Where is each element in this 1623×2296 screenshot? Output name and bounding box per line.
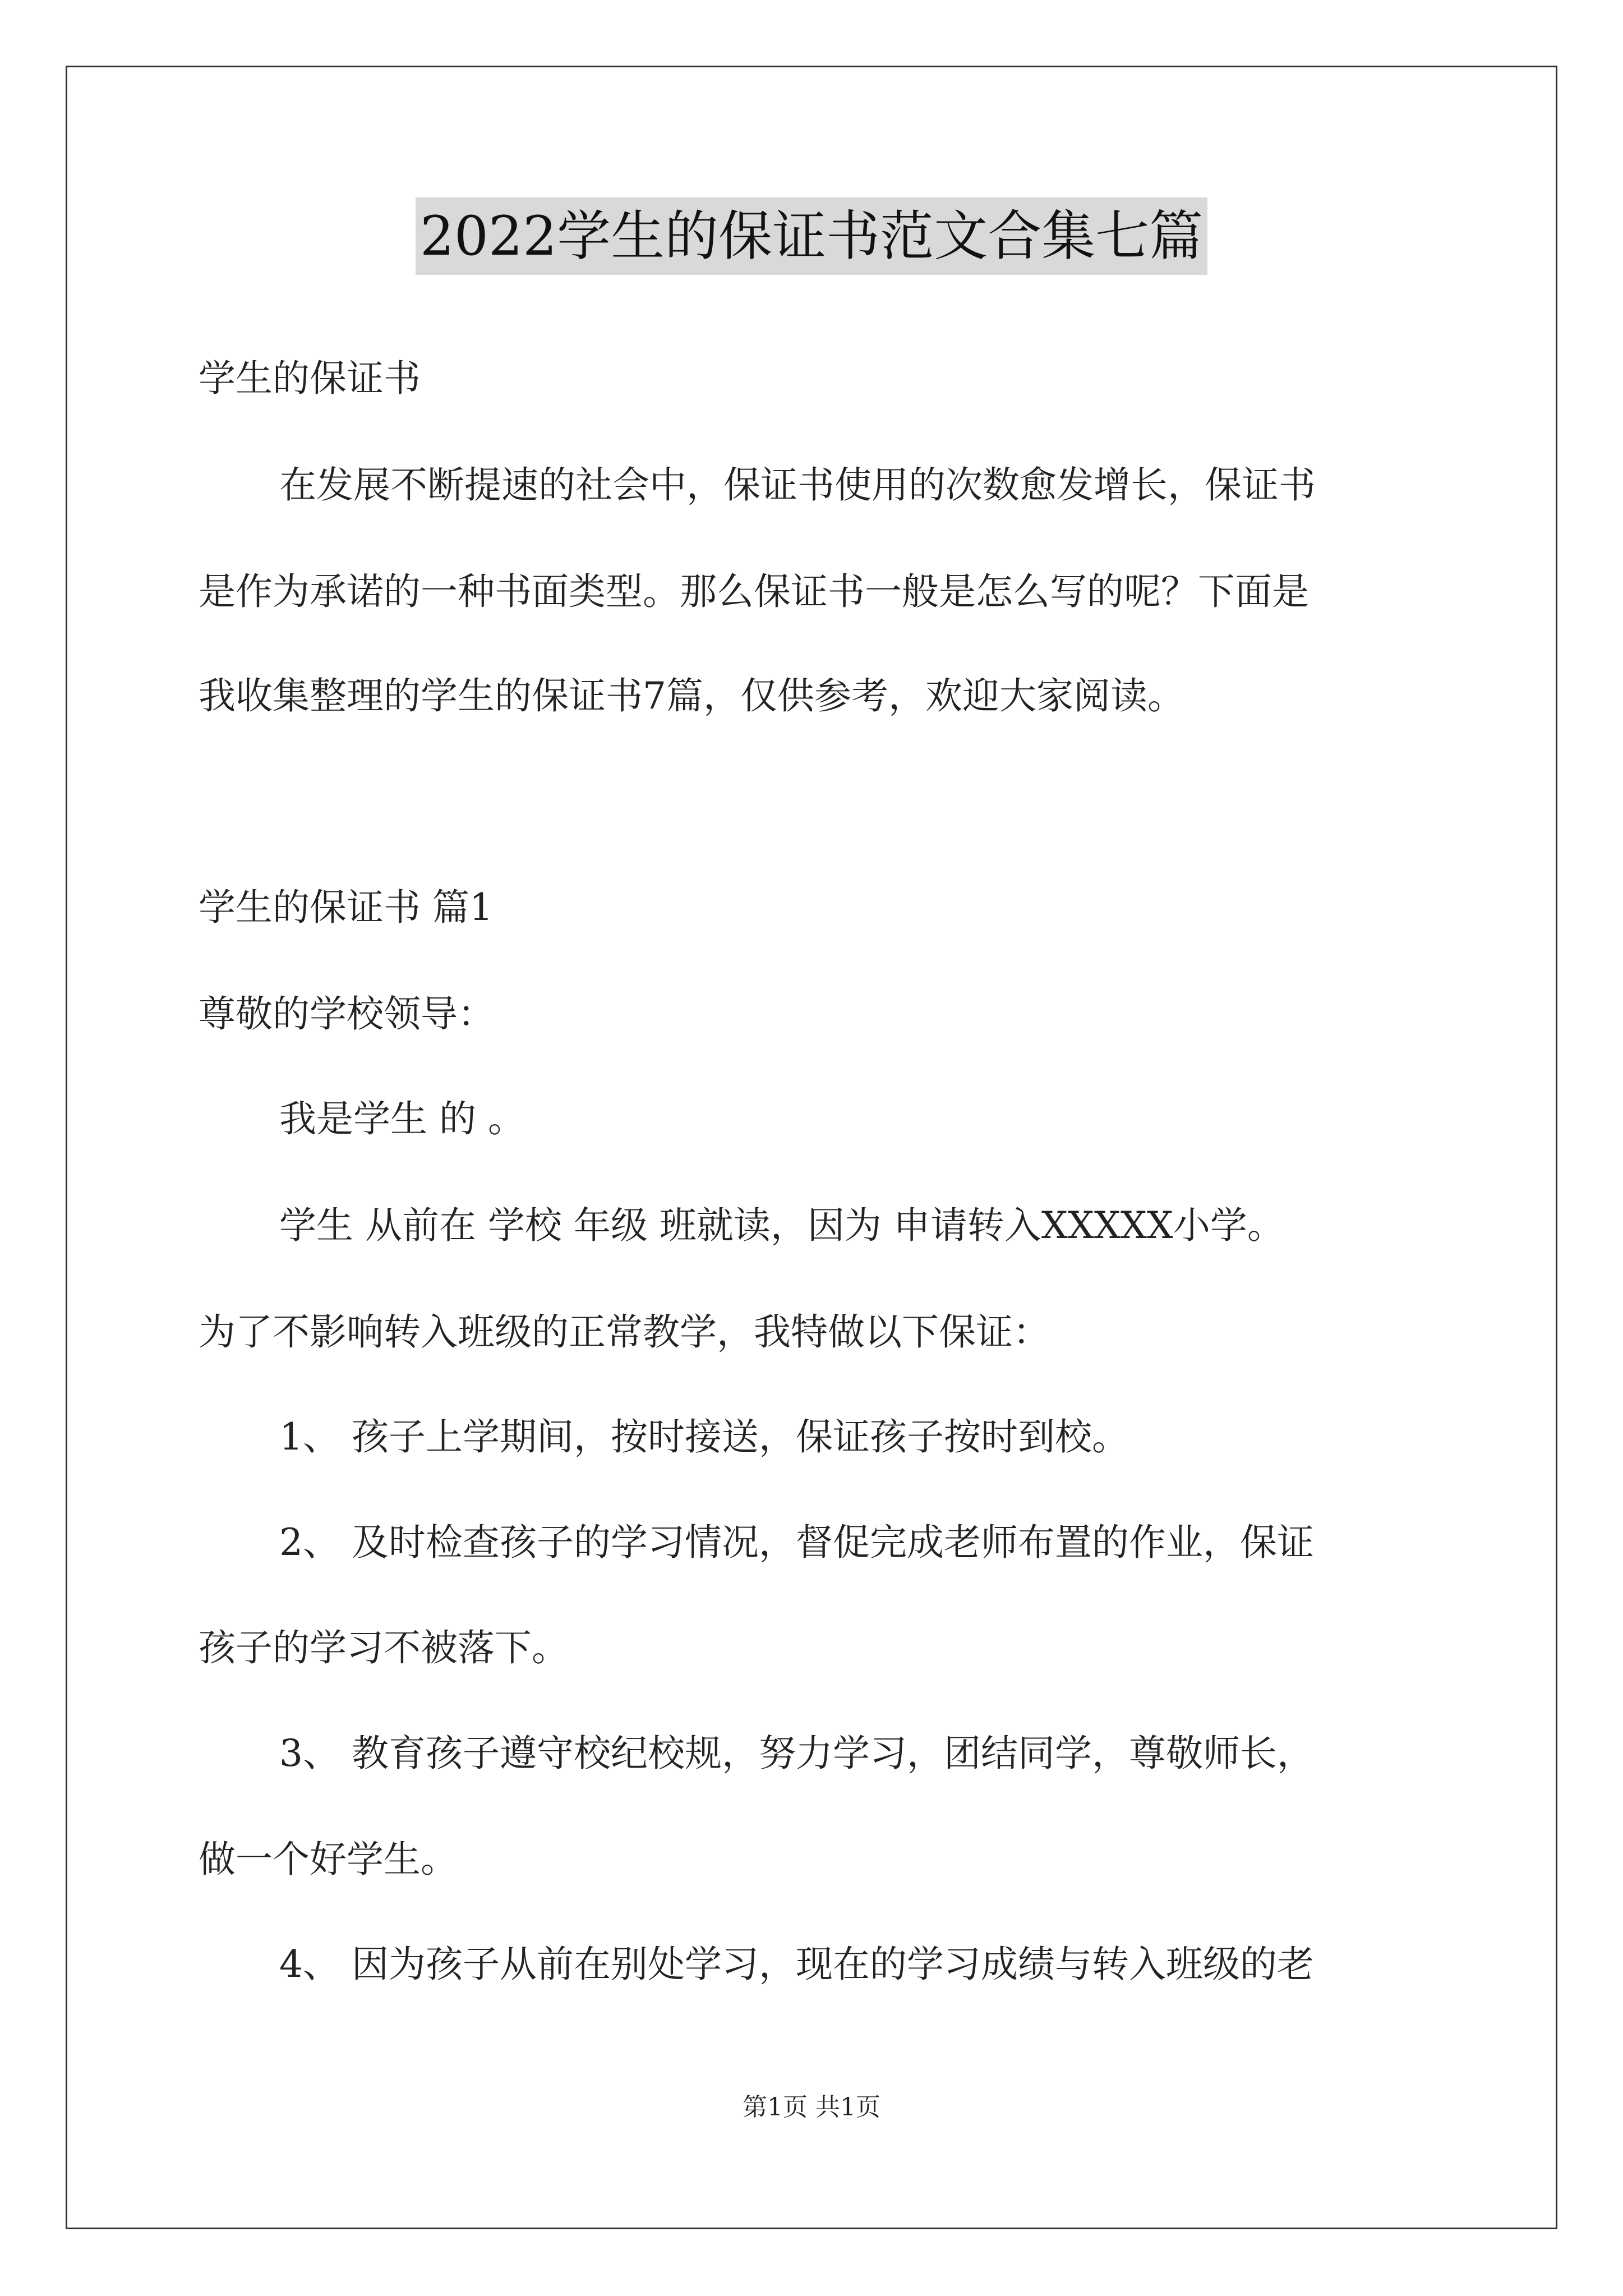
list-item-2: 2、 及时检查孩子的学习情况，督促完成老师布置的作业，保证	[279, 1521, 1314, 1564]
list-item-3-cont: 做一个好学生。	[199, 1838, 458, 1881]
intro-line-1: 在发展不断提速的社会中，保证书使用的次数愈发增长，保证书	[279, 463, 1316, 507]
list-item-2-cont: 孩子的学习不被落下。	[199, 1626, 569, 1669]
paragraph-2-line-1: 学生 从前在 学校 年级 班就读，因为 申请转入XXXXX小学。	[279, 1204, 1284, 1247]
doc-heading: 学生的保证书	[199, 357, 421, 400]
list-item-1: 1、 孩子上学期间，按时接送，保证孩子按时到校。	[279, 1415, 1129, 1458]
intro-line-3: 我收集整理的学生的保证书7篇，仅供参考，欢迎大家阅读。	[199, 674, 1184, 717]
list-item-4: 4、 因为孩子从前在别处学习，现在的学习成绩与转入班级的老	[279, 1943, 1314, 1986]
salutation: 尊敬的学校领导：	[199, 992, 495, 1036]
page-footer: 第1页 共1页	[743, 2093, 880, 2122]
section-heading: 学生的保证书 篇1	[199, 886, 493, 929]
paragraph-2-line-2: 为了不影响转入班级的正常教学，我特做以下保证：	[199, 1310, 1050, 1354]
paragraph-1: 我是学生 的 。	[279, 1097, 525, 1140]
document-title: 2022学生的保证书范文合集七篇	[416, 197, 1207, 275]
intro-line-2: 是作为承诺的一种书面类型。那么保证书一般是怎么写的呢？下面是	[199, 570, 1309, 613]
list-item-3: 3、 教育孩子遵守校纪校规，努力学习，团结同学，尊敬师长，	[279, 1732, 1314, 1775]
title-container	[0, 197, 1623, 275]
